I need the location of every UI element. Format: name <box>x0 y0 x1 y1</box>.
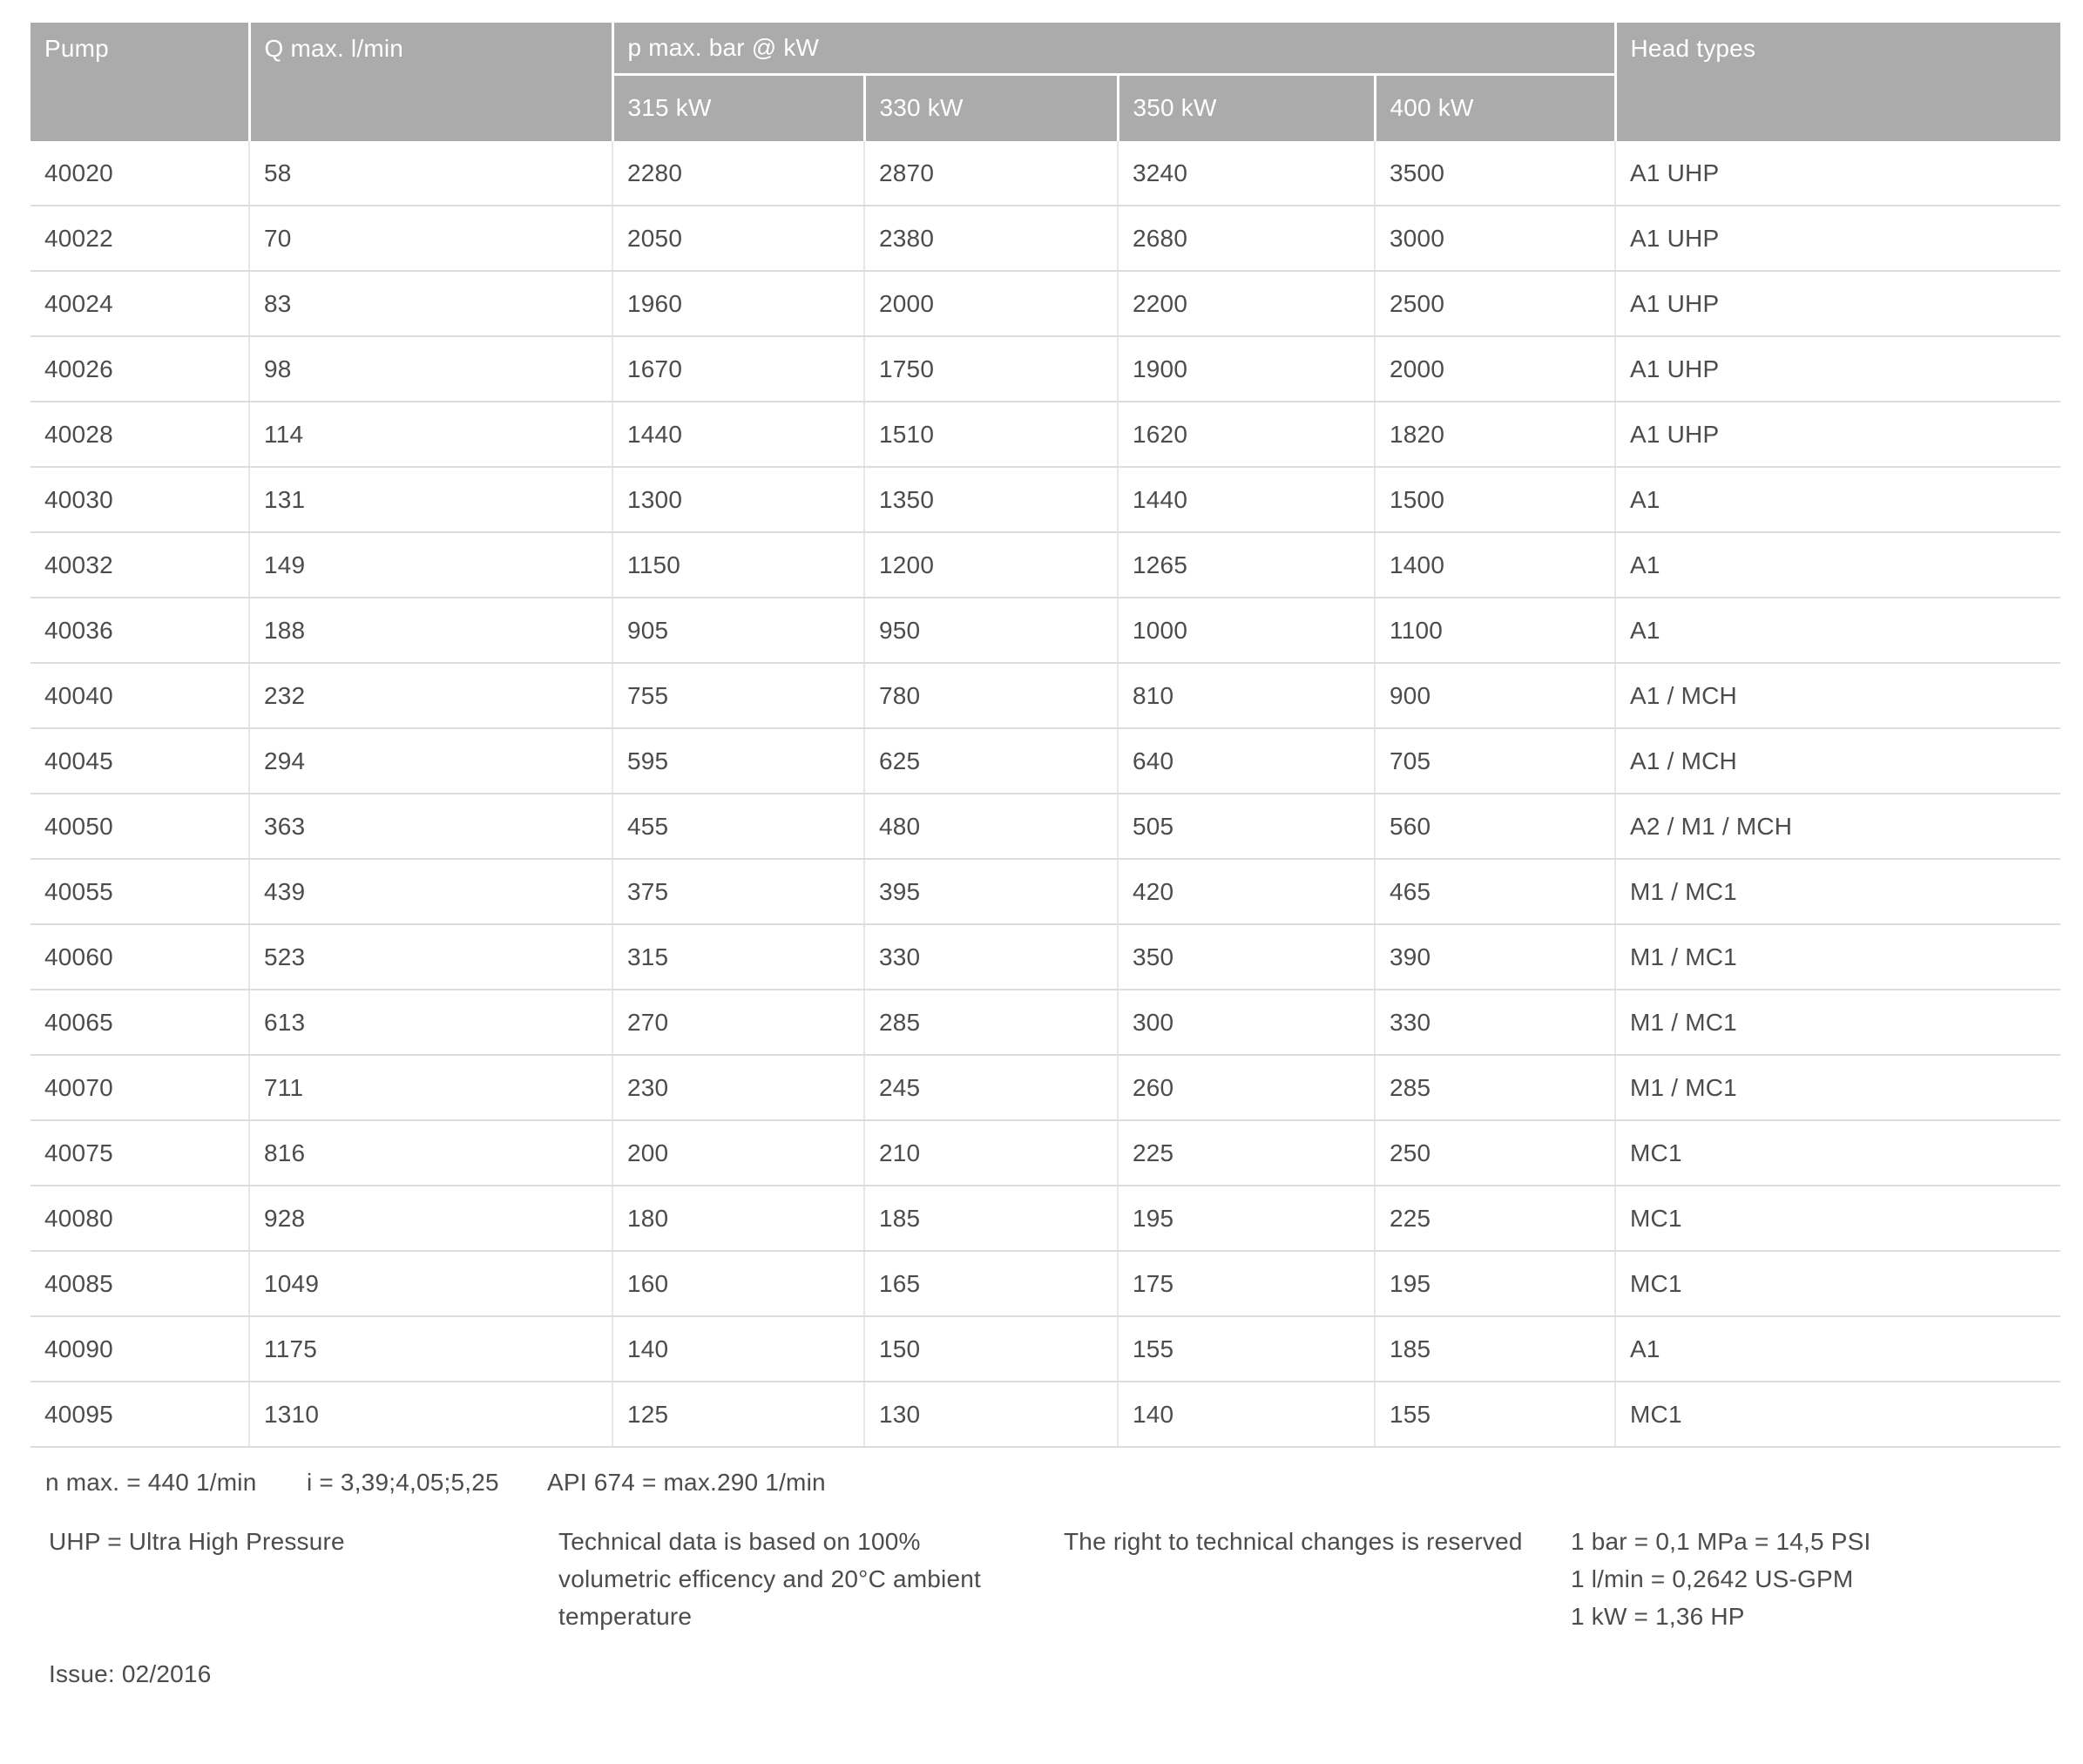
note-n-max: n max. = 440 1/min <box>45 1469 257 1496</box>
issue-note: Issue: 02/2016 <box>49 1660 212 1687</box>
table-row <box>30 663 2060 728</box>
p400-cell: 250 <box>1375 1120 1615 1186</box>
col-header-pmax-group: p max. bar @ kW <box>612 23 1615 74</box>
table-row <box>30 141 2060 206</box>
pump-cell: 40050 <box>30 794 249 859</box>
pump-cell: 40020 <box>30 141 249 206</box>
p315-cell: 1440 <box>612 402 864 467</box>
p400-cell: 2000 <box>1375 336 1615 402</box>
p350-cell: 2200 <box>1118 271 1375 336</box>
p315-cell: 160 <box>612 1251 864 1316</box>
head-types-cell: M1 / MC1 <box>1615 859 2060 924</box>
p315-cell: 1300 <box>612 467 864 532</box>
p315-cell: 755 <box>612 663 864 728</box>
note-technical <box>558 1523 981 1635</box>
qmax-cell: 613 <box>249 990 612 1055</box>
head-types-cell: A1 UHP <box>1615 402 2060 467</box>
p315-cell: 270 <box>612 990 864 1055</box>
p315-cell: 315 <box>612 924 864 990</box>
table-row <box>30 859 2060 924</box>
p330-cell: 165 <box>864 1251 1118 1316</box>
head-types-cell: A1 <box>1615 598 2060 663</box>
table-row <box>30 467 2060 532</box>
pump-cell: 40065 <box>30 990 249 1055</box>
p350-cell: 2680 <box>1118 206 1375 271</box>
note-technical-line-3: temperature <box>558 1603 693 1630</box>
p350-cell: 260 <box>1118 1055 1375 1120</box>
p350-cell: 3240 <box>1118 141 1375 206</box>
p315-cell: 1150 <box>612 532 864 598</box>
table-row <box>30 1316 2060 1382</box>
p350-cell: 1265 <box>1118 532 1375 598</box>
table-row <box>30 924 2060 990</box>
p315-cell: 2280 <box>612 141 864 206</box>
p330-cell: 395 <box>864 859 1118 924</box>
p330-cell: 150 <box>864 1316 1118 1382</box>
pump-cell: 40045 <box>30 728 249 794</box>
p350-cell: 810 <box>1118 663 1375 728</box>
qmax-cell: 114 <box>249 402 612 467</box>
p330-cell: 210 <box>864 1120 1118 1186</box>
col-header-400kw: 400 kW <box>1375 74 1615 141</box>
qmax-cell: 523 <box>249 924 612 990</box>
p315-cell: 230 <box>612 1055 864 1120</box>
p330-cell: 1350 <box>864 467 1118 532</box>
head-types-cell: A1 <box>1615 532 2060 598</box>
p315-cell: 595 <box>612 728 864 794</box>
qmax-cell: 1310 <box>249 1382 612 1447</box>
head-types-cell: A1 UHP <box>1615 141 2060 206</box>
table-row <box>30 1251 2060 1316</box>
col-header-pump: Pump <box>30 23 249 141</box>
p330-cell: 1200 <box>864 532 1118 598</box>
head-types-cell: MC1 <box>1615 1120 2060 1186</box>
table-row <box>30 1120 2060 1186</box>
qmax-cell: 83 <box>249 271 612 336</box>
pump-cell: 40040 <box>30 663 249 728</box>
p400-cell: 330 <box>1375 990 1615 1055</box>
qmax-cell: 232 <box>249 663 612 728</box>
p350-cell: 505 <box>1118 794 1375 859</box>
table-header <box>30 23 2060 141</box>
table-row <box>30 598 2060 663</box>
conversion-bar-psi: 1 bar = 0,1 MPa = 14,5 PSI <box>1571 1528 1871 1555</box>
note-conversions <box>1571 1523 1871 1635</box>
p400-cell: 2500 <box>1375 271 1615 336</box>
head-types-cell: MC1 <box>1615 1251 2060 1316</box>
p400-cell: 225 <box>1375 1186 1615 1251</box>
head-types-cell: MC1 <box>1615 1382 2060 1447</box>
pump-cell: 40036 <box>30 598 249 663</box>
p400-cell: 3500 <box>1375 141 1615 206</box>
p315-cell: 125 <box>612 1382 864 1447</box>
head-types-cell: A1 / MCH <box>1615 728 2060 794</box>
p400-cell: 285 <box>1375 1055 1615 1120</box>
table-row <box>30 402 2060 467</box>
p330-cell: 1750 <box>864 336 1118 402</box>
p400-cell: 465 <box>1375 859 1615 924</box>
p350-cell: 195 <box>1118 1186 1375 1251</box>
p330-cell: 625 <box>864 728 1118 794</box>
table-body <box>30 141 2060 1447</box>
pump-cell: 40022 <box>30 206 249 271</box>
col-header-350kw: 350 kW <box>1118 74 1375 141</box>
head-types-cell: A1 <box>1615 467 2060 532</box>
table-row <box>30 794 2060 859</box>
qmax-cell: 294 <box>249 728 612 794</box>
p330-cell: 950 <box>864 598 1118 663</box>
p400-cell: 155 <box>1375 1382 1615 1447</box>
head-types-cell: MC1 <box>1615 1186 2060 1251</box>
p400-cell: 1820 <box>1375 402 1615 467</box>
p350-cell: 175 <box>1118 1251 1375 1316</box>
note-api674: API 674 = max.290 1/min <box>547 1469 826 1496</box>
qmax-cell: 1049 <box>249 1251 612 1316</box>
table-row <box>30 1186 2060 1251</box>
p400-cell: 705 <box>1375 728 1615 794</box>
head-types-cell: A1 / MCH <box>1615 663 2060 728</box>
qmax-cell: 70 <box>249 206 612 271</box>
head-types-cell: A1 <box>1615 1316 2060 1382</box>
conversion-kw-hp: 1 kW = 1,36 HP <box>1571 1603 1745 1630</box>
p400-cell: 3000 <box>1375 206 1615 271</box>
p330-cell: 480 <box>864 794 1118 859</box>
note-technical-line-2: volumetric efficency and 20°C ambient <box>558 1565 981 1592</box>
p315-cell: 375 <box>612 859 864 924</box>
qmax-cell: 98 <box>249 336 612 402</box>
note-ratio-i: i = 3,39;4,05;5,25 <box>307 1469 499 1496</box>
head-types-cell: M1 / MC1 <box>1615 990 2060 1055</box>
head-types-cell: M1 / MC1 <box>1615 1055 2060 1120</box>
p315-cell: 455 <box>612 794 864 859</box>
p350-cell: 300 <box>1118 990 1375 1055</box>
p330-cell: 185 <box>864 1186 1118 1251</box>
p400-cell: 1500 <box>1375 467 1615 532</box>
p330-cell: 2380 <box>864 206 1118 271</box>
note-technical-line-1: Technical data is based on 100% <box>558 1528 921 1555</box>
p350-cell: 350 <box>1118 924 1375 990</box>
p330-cell: 2000 <box>864 271 1118 336</box>
spec-notes-line <box>0 1469 2083 1498</box>
pump-data-table <box>30 23 2060 1448</box>
p315-cell: 140 <box>612 1316 864 1382</box>
qmax-cell: 58 <box>249 141 612 206</box>
pump-cell: 40085 <box>30 1251 249 1316</box>
table-row <box>30 206 2060 271</box>
p330-cell: 2870 <box>864 141 1118 206</box>
pump-cell: 40055 <box>30 859 249 924</box>
col-header-qmax: Q max. l/min <box>249 23 612 141</box>
qmax-cell: 131 <box>249 467 612 532</box>
p350-cell: 1620 <box>1118 402 1375 467</box>
qmax-cell: 439 <box>249 859 612 924</box>
qmax-cell: 188 <box>249 598 612 663</box>
conversion-lmin-gpm: 1 l/min = 0,2642 US-GPM <box>1571 1565 1854 1592</box>
table-row <box>30 271 2060 336</box>
pump-cell: 40080 <box>30 1186 249 1251</box>
pump-cell: 40070 <box>30 1055 249 1120</box>
table-row <box>30 336 2060 402</box>
p330-cell: 1510 <box>864 402 1118 467</box>
p350-cell: 1900 <box>1118 336 1375 402</box>
head-types-cell: A1 UHP <box>1615 206 2060 271</box>
p315-cell: 2050 <box>612 206 864 271</box>
p350-cell: 140 <box>1118 1382 1375 1447</box>
p350-cell: 640 <box>1118 728 1375 794</box>
table-row <box>30 728 2060 794</box>
p315-cell: 200 <box>612 1120 864 1186</box>
p350-cell: 420 <box>1118 859 1375 924</box>
qmax-cell: 363 <box>249 794 612 859</box>
p315-cell: 1670 <box>612 336 864 402</box>
table-row <box>30 532 2060 598</box>
p400-cell: 900 <box>1375 663 1615 728</box>
pump-cell: 40026 <box>30 336 249 402</box>
qmax-cell: 711 <box>249 1055 612 1120</box>
pump-cell: 40095 <box>30 1382 249 1447</box>
pump-cell: 40090 <box>30 1316 249 1382</box>
head-types-cell: M1 / MC1 <box>1615 924 2060 990</box>
p330-cell: 330 <box>864 924 1118 990</box>
table-row <box>30 1382 2060 1447</box>
qmax-cell: 816 <box>249 1120 612 1186</box>
p315-cell: 180 <box>612 1186 864 1251</box>
pump-cell: 40024 <box>30 271 249 336</box>
pump-cell: 40030 <box>30 467 249 532</box>
p315-cell: 1960 <box>612 271 864 336</box>
table-row <box>30 990 2060 1055</box>
p350-cell: 155 <box>1118 1316 1375 1382</box>
p350-cell: 1440 <box>1118 467 1375 532</box>
table-row <box>30 1055 2060 1120</box>
qmax-cell: 149 <box>249 532 612 598</box>
pump-cell: 40028 <box>30 402 249 467</box>
p400-cell: 560 <box>1375 794 1615 859</box>
p330-cell: 245 <box>864 1055 1118 1120</box>
p350-cell: 225 <box>1118 1120 1375 1186</box>
p330-cell: 285 <box>864 990 1118 1055</box>
pump-cell: 40060 <box>30 924 249 990</box>
head-types-cell: A2 / M1 / MCH <box>1615 794 2060 859</box>
p400-cell: 185 <box>1375 1316 1615 1382</box>
p350-cell: 1000 <box>1118 598 1375 663</box>
p400-cell: 1100 <box>1375 598 1615 663</box>
qmax-cell: 1175 <box>249 1316 612 1382</box>
p400-cell: 195 <box>1375 1251 1615 1316</box>
note-rights: The right to technical changes is reserved <box>1064 1528 1523 1555</box>
p400-cell: 390 <box>1375 924 1615 990</box>
head-types-cell: A1 UHP <box>1615 336 2060 402</box>
p315-cell: 905 <box>612 598 864 663</box>
p330-cell: 780 <box>864 663 1118 728</box>
pump-cell: 40075 <box>30 1120 249 1186</box>
pump-cell: 40032 <box>30 532 249 598</box>
col-header-head-types: Head types <box>1615 23 2060 141</box>
p400-cell: 1400 <box>1375 532 1615 598</box>
p330-cell: 130 <box>864 1382 1118 1447</box>
col-header-330kw: 330 kW <box>864 74 1118 141</box>
qmax-cell: 928 <box>249 1186 612 1251</box>
note-uhp: UHP = Ultra High Pressure <box>49 1528 345 1555</box>
col-header-315kw: 315 kW <box>612 74 864 141</box>
head-types-cell: A1 UHP <box>1615 271 2060 336</box>
